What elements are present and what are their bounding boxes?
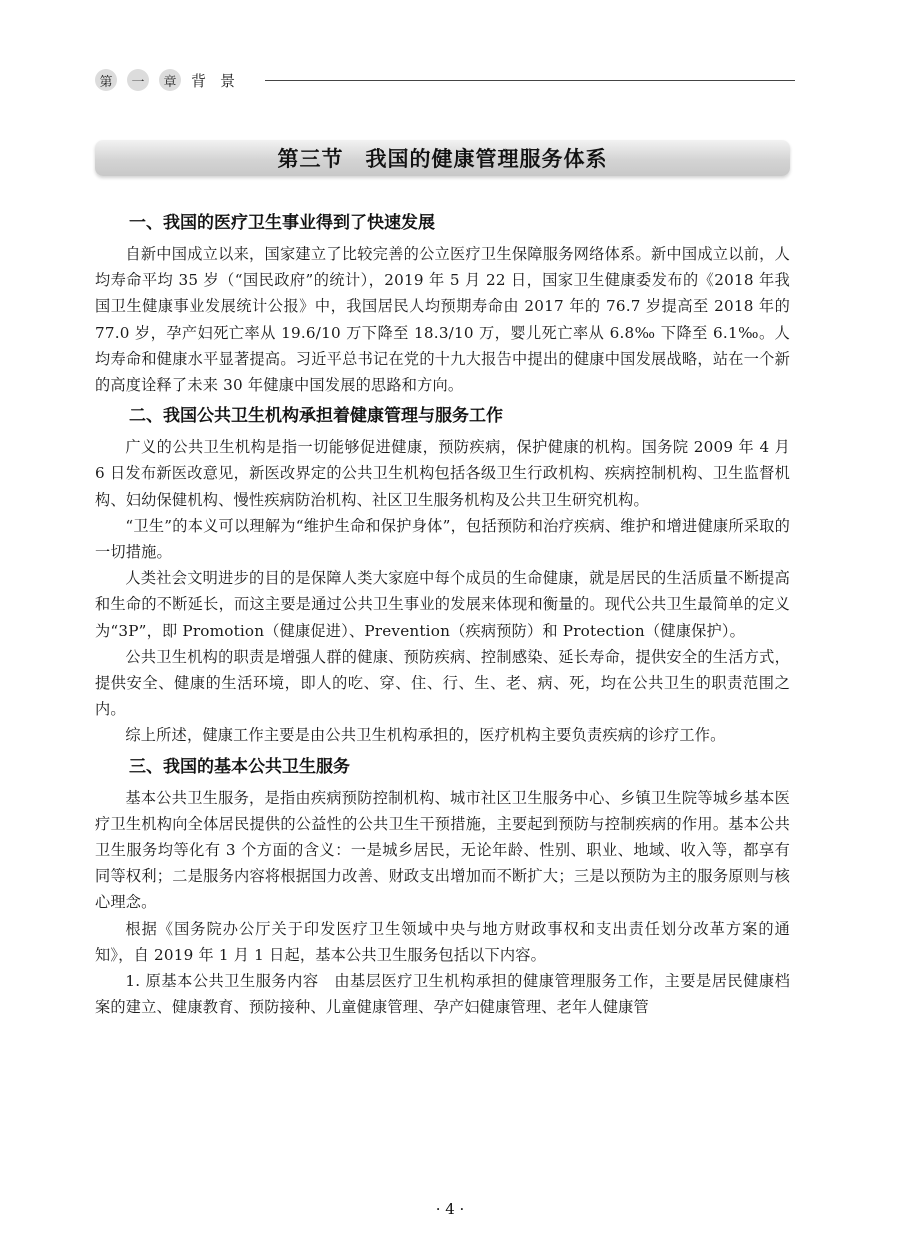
section-heading: 一、我国的医疗卫生事业得到了快速发展 [129, 213, 435, 233]
body-paragraph: 人类社会文明进步的目的是保障人类大家庭中每个成员的生命健康，就是居民的生活质量不断提高和生命的不断延长，而这主要是通过公共卫生事业的发展来体现和衡量的。现代公共卫生最简单的定义为“3P”，即 Promotion（健康促进）、Prevention（疾病预防）和 Protection（健康保护）。 [95, 569, 790, 640]
chapter-char: 第 [95, 69, 117, 91]
chapter-char: 章 [159, 69, 181, 91]
body-paragraph: 综上所述，健康工作主要是由公共卫生机构承担的，医疗机构主要负责疾病的诊疗工作。 [125, 726, 726, 745]
section-title: 第三节 我国的健康管理服务体系 [277, 147, 608, 171]
body-paragraph: 根据《国务院办公厅关于印发医疗卫生领域中央与地方财政事权和支出责任划分改革方案的通知》，自 2019 年 1 月 1 日起，基本公共卫生服务包括以下内容。 [95, 919, 790, 964]
body-paragraph: 广义的公共卫生机构是指一切能够促进健康，预防疾病，保护健康的机构。国务院 2009 年 4 月 6 日发布新医改意见，新医改界定的公共卫生机构包括各级卫生行政机构、疾病控制机构、卫生监督机构、妇幼保健机构、慢性疾病防治机构、社区卫生服务机构及公共卫生研究机构。 [95, 438, 790, 509]
body-paragraph: 自新中国成立以来，国家建立了比较完善的公立医疗卫生保障服务网络体系。新中国成立以前，人均寿命平均 35 岁（“国民政府”的统计），2019 年 5 月 22 日，国家卫生健康委发布的《2018 年我国卫生健康事业发展统计公报》中，我国居民人均预期寿命由 2017 年的 76.7 岁提高至 2018 年的 77.0 岁，孕产妇死亡率从 19.6/10 万下降至 18.3/10 万，婴儿死亡率从 6.8‰ 下降至 6.1‰。人均寿命和健康水平显著提高。习近平总书记在党的十九大报告中提出的健康中国发展战略，站在一个新的高度诠释了未来 30 年健康中国发展的思路和方向。 [95, 245, 790, 395]
header-rule [265, 80, 795, 81]
chapter-char: 景 [220, 71, 236, 90]
section-title-banner [95, 140, 790, 176]
page-number: · 4 · [435, 1200, 465, 1218]
body-paragraph: 1. 原基本公共卫生服务内容 由基层医疗卫生机构承担的健康管理服务工作，主要是居民健康档案的建立、健康教育、预防接种、儿童健康管理、孕产妇健康管理、老年人健康管 [95, 972, 790, 1017]
running-header [95, 66, 795, 94]
body-paragraph: 基本公共卫生服务，是指由疾病预防控制机构、城市社区卫生服务中心、乡镇卫生院等城乡基本医疗卫生机构向全体居民提供的公益性的公共卫生干预措施，主要起到预防与控制疾病的作用。基本公共卫生服务均等化有 3 个方面的含义：一是城乡居民，无论年龄、性别、职业、地域、收入等，都享有同等权利；二是服务内容将根据国力改善、财政支出增加而不断扩大；三是以预防为主的服务原则与核心理念。 [95, 788, 790, 912]
page-body [95, 205, 790, 1020]
chapter-char: 一 [127, 69, 149, 91]
section-heading: 二、我国公共卫生机构承担着健康管理与服务工作 [129, 406, 503, 427]
body-paragraph: “卫生”的本义可以理解为“维护生命和保护身体”，包括预防和治疗疾病、维护和增进健康所采取的一切措施。 [95, 516, 790, 562]
chapter-label [95, 66, 249, 94]
body-paragraph: 公共卫生机构的职责是增强人群的健康、预防疾病、控制感染、延长寿命，提供安全的生活方式，提供安全、健康的生活环境，即人的吃、穿、住、行、生、老、病、死，均在公共卫生的职责范围之内。 [95, 647, 790, 719]
section-heading: 三、我国的基本公共卫生服务 [129, 756, 350, 777]
chapter-char: 背 [191, 71, 207, 90]
